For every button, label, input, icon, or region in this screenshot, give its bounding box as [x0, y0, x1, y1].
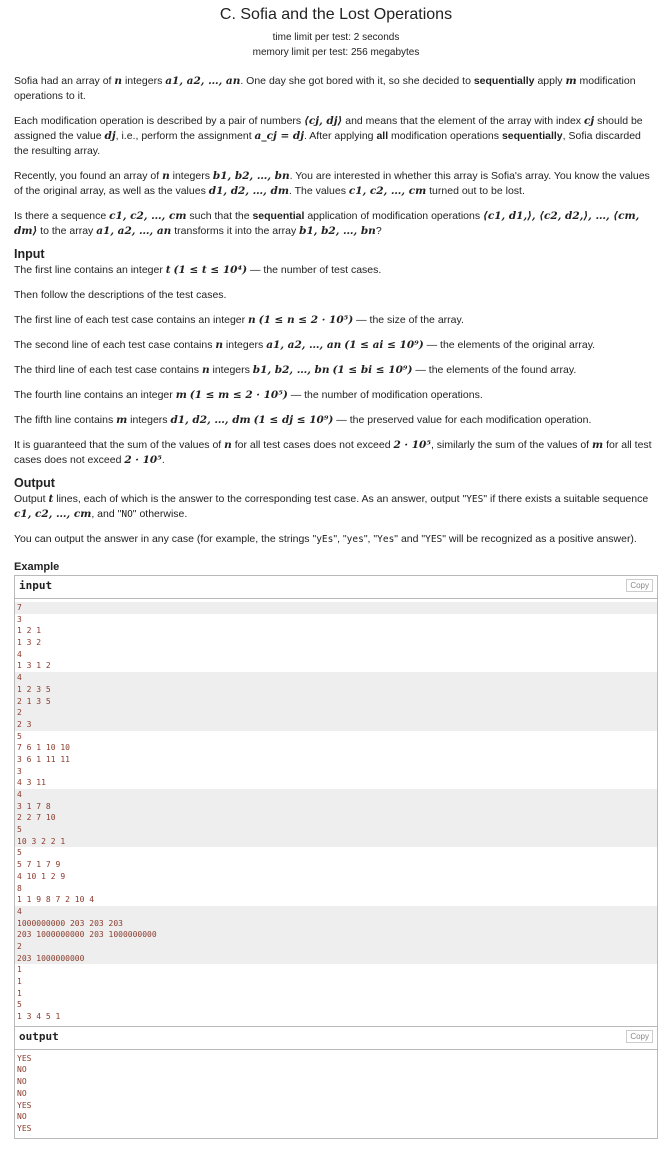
example-input-line: 203 1000000000	[15, 953, 657, 965]
example-input-line: 4	[15, 672, 657, 684]
example-input-line: 1	[17, 965, 22, 975]
output-heading: Output	[14, 476, 55, 490]
example-input-line: 1	[17, 977, 22, 986]
example-input-line: 7 6 1 10 10	[17, 743, 70, 753]
example-input-line: 2 2 7 10	[15, 812, 657, 824]
example-input-line: 8	[17, 883, 22, 893]
example-output-line: NO	[17, 1112, 27, 1122]
example-input-line: 2 3	[15, 719, 657, 731]
example-input-line: 3 6 1 11 11	[17, 754, 70, 764]
example-output-line: YES	[17, 1100, 32, 1110]
example-input-line: 4 10 1 2 9	[17, 871, 66, 881]
input-heading: Input	[14, 247, 45, 261]
example-output-header	[15, 1027, 657, 1050]
example-input-line: 2 1 3 5	[15, 696, 657, 708]
example-output-lines	[15, 1050, 657, 1138]
statement-p4: Is there a sequence c1, c2, …, cm such that the sequential application of modification operations ⟨c1, d1,⟩, ⟨c2, d2,⟩, …, ⟨cm, dm⟩ to the array a1, a2, …, an transforms it into the array b1, b2, …, bn?	[14, 210, 640, 237]
example-input-line: 4	[15, 789, 657, 801]
example-output-line: YES	[17, 1123, 32, 1133]
example-output-line: NO	[17, 1088, 27, 1098]
input-line-1: The first line contains an integer t (1 ≤ t ≤ 10⁴) — the number of test cases.	[14, 264, 382, 276]
time-limit: time limit per test: 2 seconds	[272, 32, 400, 43]
example-input-line: 1 2 1	[17, 626, 42, 636]
copy-input-button[interactable]: Copy	[626, 579, 653, 592]
example-input-line: 2	[15, 941, 657, 953]
example-input-line: 203 1000000000 203 1000000000	[15, 929, 657, 941]
example-input-line: 1 3 4 5 1	[17, 1012, 61, 1022]
example-input-label: input	[19, 579, 53, 592]
output-line-2: You can output the answer in any case (for example, the strings "yEs", "yes", "Yes" and "YES" will be recognized as a positive answer).	[14, 533, 637, 545]
input-line-2: Then follow the descriptions of the test cases.	[14, 289, 227, 301]
example-input-line: 3	[17, 766, 22, 776]
example-input-header	[15, 576, 657, 599]
example-input-line: 1000000000 203 203 203	[15, 918, 657, 930]
example-input-line: 5 7 1 7 9	[17, 860, 61, 870]
example-input-line: 5	[17, 848, 22, 858]
problem-title: C. Sofia and the Lost Operations	[219, 6, 453, 23]
memory-limit: memory limit per test: 256 megabytes	[252, 47, 420, 58]
output-line-1: Output t lines, each of which is the answer to the corresponding test case. As an answer, output "YES" if there exists a suitable sequence c1, c2, …, cm, and "NO" otherwise.	[14, 493, 649, 520]
statement-p1: Sofia had an array of n integers a1, a2, …, an. One day she got bored with it, so she decided to sequentially apply m modification operations to it.	[14, 75, 636, 102]
input-line-4: The second line of each test case contains n integers a1, a2, …, an (1 ≤ ai ≤ 10⁹) — the elements of the original array.	[14, 339, 596, 351]
example-input-line: 1 1 9 8 7 2 10 4	[17, 895, 95, 905]
example-output-line: YES	[17, 1053, 32, 1063]
input-line-8: It is guaranteed that the sum of the values of n for all test cases does not exceed 2 · 10⁵, similarly the sum of the values of m for all test cases does not exceed 2 · 10⁵.	[14, 439, 652, 466]
input-line-5: The third line of each test case contains n integers b1, b2, …, bn (1 ≤ bi ≤ 10⁹) — the elements of the found array.	[14, 364, 577, 376]
example-input-line: 7	[15, 602, 657, 614]
example-input-line: 10 3 2 2 1	[15, 836, 657, 848]
input-line-7: The fifth line contains m integers d1, d2, …, dm (1 ≤ dj ≤ 10⁹) — the preserved value for each modification operation.	[14, 414, 592, 426]
example-output-label: output	[19, 1029, 59, 1043]
example-output-line: NO	[17, 1065, 27, 1075]
example-input-line: 1 2 3 5	[15, 684, 657, 696]
input-line-3: The first line of each test case contains an integer n (1 ≤ n ≤ 2 · 10⁵) — the size of the array.	[14, 314, 464, 326]
problem-statement	[0, 6, 670, 1139]
example-input-line: 3 1 7 8	[15, 801, 657, 813]
statement-p2: Each modification operation is described by a pair of numbers ⟨cj, dj⟩ and means that the element of the array with index cj should be assigned the value dj, i.e., perform the assignment a_cj = dj. After applying all modification operations sequentially, Sofia discarded the resulting array.	[14, 115, 643, 157]
copy-output-button[interactable]: Copy	[626, 1030, 653, 1043]
example-input-line: 5	[17, 1000, 22, 1010]
example-input-line: 4 3 11	[17, 778, 46, 788]
example-output-line: NO	[17, 1077, 27, 1087]
example-input-line: 5	[15, 824, 657, 836]
example-input-line: 4	[17, 649, 22, 659]
example-input-line: 2	[15, 707, 657, 719]
input-line-6: The fourth line contains an integer m (1 ≤ m ≤ 2 · 10⁵) — the number of modification operations.	[14, 389, 483, 401]
statement-p3: Recently, you found an array of n integers b1, b2, …, bn. You are interested in whether this array is Sofia's array. You know the values of the original array, as well as the values d1, d2, …, dm. The values c1, c2, …, cm turned out to be lost.	[14, 170, 650, 197]
example-input-line: 1 3 2	[17, 638, 42, 648]
example-input-line: 1	[17, 988, 22, 998]
example-input-line: 3	[17, 614, 22, 624]
example-heading: Example	[14, 561, 60, 573]
example-output-box	[14, 1027, 658, 1139]
example-input-line: 4	[15, 906, 657, 918]
example-input-line: 5	[17, 731, 22, 741]
example-input-box	[14, 575, 658, 1027]
example-input-line: 1 3 1 2	[17, 661, 51, 671]
example-input-lines	[15, 599, 657, 1026]
